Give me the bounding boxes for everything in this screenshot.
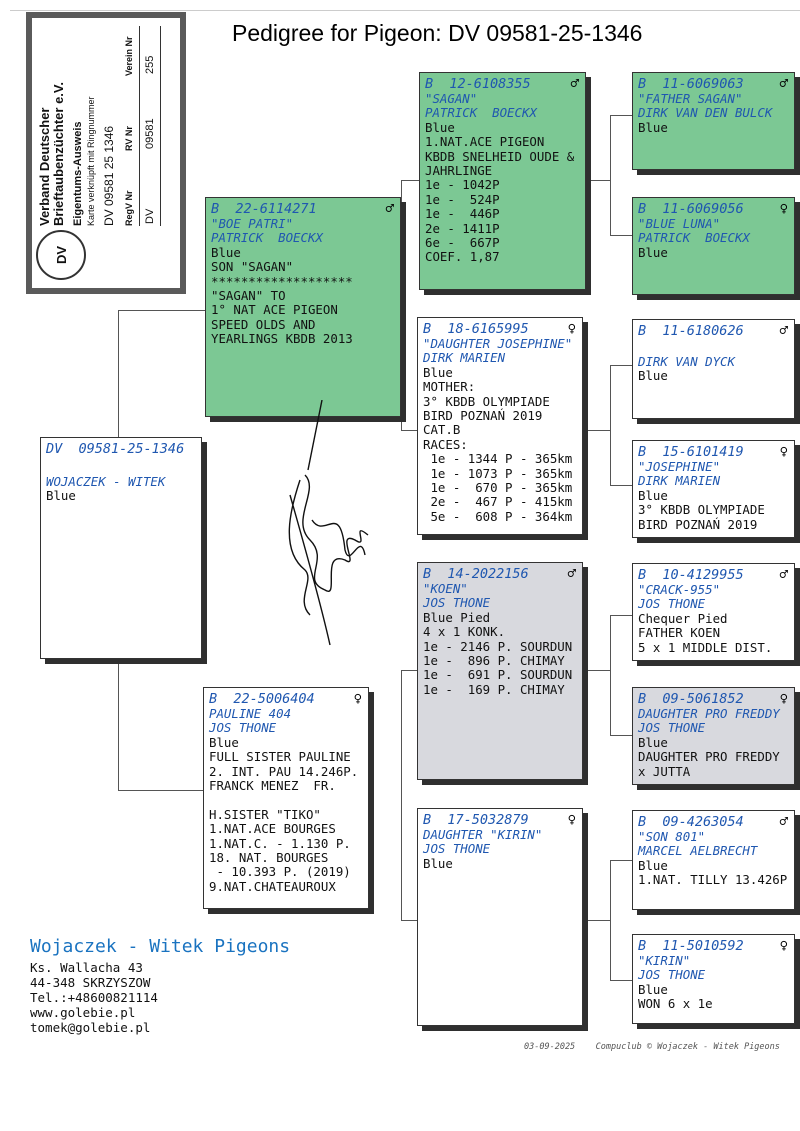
pigeon-notes: WON 6 x 1e — [638, 996, 713, 1012]
pigeon-name: PAULINE 404 — [209, 706, 292, 721]
pigeon-name: DAUGHTER "KIRIN" — [423, 827, 543, 842]
female-icon: ♀ — [353, 691, 362, 707]
pigeon-name: "SON 801" — [638, 829, 706, 844]
pigeon-color: Blue — [425, 119, 455, 135]
breeder-address-line2: 44-348 SKRZYSZOW — [30, 975, 151, 990]
male-icon: ♂ — [779, 323, 788, 339]
pigeon-name: "DAUGHTER JOSEPHINE" — [423, 336, 573, 351]
breeder-name: JOS THONE — [423, 595, 491, 611]
pigeon-name: "CRACK-955" — [638, 582, 721, 597]
page-title: Pedigree for Pigeon: DV 09581-25-1346 — [232, 20, 643, 46]
breeder-name: JOS THONE — [209, 720, 277, 736]
connector-line — [401, 180, 421, 181]
pigeon-color: Blue — [638, 244, 668, 260]
breeder-loft-name: Wojaczek - Witek Pigeons — [30, 936, 291, 957]
male-icon: ♂ — [779, 814, 788, 830]
breeder-name: DIRK MARIEN — [423, 350, 506, 366]
breeder-phone: Tel.:+48600821114 — [30, 990, 158, 1005]
pigeon-color: Blue — [209, 734, 239, 750]
pigeon-color: Blue — [638, 119, 668, 135]
female-icon: ♀ — [779, 691, 788, 707]
connector-line — [610, 235, 632, 236]
connector-line — [585, 430, 611, 431]
pigeon-name: "KIRIN" — [638, 953, 691, 968]
breeder-name: JOS THONE — [638, 967, 706, 983]
stamp-value-verein: 255 — [144, 55, 156, 74]
connector-line — [610, 735, 632, 736]
female-icon: ♀ — [779, 444, 788, 460]
footer — [524, 1042, 780, 1052]
pigeon-notes: 3° KBDB OLYMPIADE BIRD POZNAŃ 2019 — [638, 502, 765, 532]
stamp-document-title: Eigentums-Ausweis — [72, 121, 84, 226]
pigeon-notes: 4 x 1 KONK. 1e - 2146 P. SOURDUN 1e - 896 P. CHIMAY 1e - 691 P. SOURDUN 1e - 169 P. CHIMAY — [423, 624, 573, 697]
male-icon: ♂ — [779, 567, 788, 583]
female-icon: ♀ — [567, 812, 576, 828]
pigeon-notes: FULL SISTER PAULINE 2. INT. PAU 14.246P. FRANCK MENEZ FR. H.SISTER "TIKO" 1.NAT.ACE BOURGES 1.NAT.C. - 1.130 P. 18. NAT. BOURGES - 10.393 P. (2019) 9.NAT.CHATEAUROUX — [209, 749, 359, 894]
pigeon-notes: SON "SAGAN" ******************* "SAGAN" TO 1° NAT ACE PIGEON SPEED OLDS AND YEARLINGS KBDB 2013 — [211, 259, 353, 347]
breeder-name: JOS THONE — [638, 596, 706, 612]
dam-card[interactable]: B 22-5006404 ♀ PAULINE 404 JOS THONE Blue FULL SISTER PAULINE 2. INT. PAU 14.246P. FRANCK MENEZ FR. H.SISTER "TIKO" 1.NAT.ACE BOURGES 1.NAT.C. - 1.130 P. 18. NAT. BOURGES - 10.393 P. (2019) 9.NAT.CHATEAUROUX — [203, 687, 369, 909]
pigeon-name: DAUGHTER PRO FREDDY — [638, 706, 780, 721]
sss-card[interactable]: B 11-6069063 ♂ "FATHER SAGAN" DIRK VAN DEN BULCK Blue — [632, 72, 795, 170]
breeder-name: PATRICK BOECKX — [638, 230, 750, 246]
connector-line — [401, 180, 402, 430]
stamp-field-rv: RV Nr — [124, 126, 134, 151]
female-icon: ♀ — [567, 321, 576, 337]
pigeon-notes: 1.NAT.ACE PIGEON KBDB SNELHEID OUDE & JAHRLINGE 1e - 1042P 1e - 524P 1e - 446P 2e - 1411P 6e - 667P COEF. 1,87 — [425, 134, 575, 265]
connector-line — [610, 365, 611, 485]
pigeon-name: "BOE PATRI" — [211, 216, 294, 231]
male-icon: ♂ — [779, 76, 788, 92]
breeder-name: DIRK VAN DYCK — [638, 354, 735, 369]
connector-line — [118, 790, 204, 791]
ddd-card[interactable]: B 11-5010592 ♀ "KIRIN" JOS THONE Blue WON 6 x 1e — [632, 934, 795, 1024]
pigeon-notes: 1.NAT. TILLY 13.426P — [638, 872, 788, 888]
breeder-name: DIRK MARIEN — [638, 473, 721, 489]
connector-line — [610, 115, 632, 116]
connector-line — [118, 660, 119, 790]
breeder-name: MARCEL AELBRECHT — [638, 843, 758, 859]
pigeon-color: Blue Pied — [423, 609, 491, 625]
dam-dam-card[interactable]: B 17-5032879 ♀ DAUGHTER "KIRIN" JOS THONE Blue — [417, 808, 583, 1026]
stamp-value-rv: 09581 — [144, 118, 156, 149]
pigeon-color: Chequer Pied — [638, 610, 728, 626]
connector-line — [610, 615, 632, 616]
connector-line — [118, 310, 206, 311]
dam-sire-card[interactable]: B 14-2022156 ♂ "KOEN" JOS THONE Blue Pied 4 x 1 KONK. 1e - 2146 P. SOURDUN 1e - 896 P. CHIMAY 1e - 691 P. SOURDUN 1e - 169 P. CHIMAY — [417, 562, 583, 780]
pigeon-notes: MOTHER: 3° KBDB OLYMPIADE BIRD POZNAŃ 2019 CAT.B RACES: 1e - 1344 P - 365km 1e - 1073 P - 365km 1e - 670 P - 365km 2e - 467 P - 415km 5e - 608 P - 364km — [423, 379, 573, 524]
subject-pigeon-card[interactable]: DV 09581-25-1346 WOJACZEK - WITEK Blue — [40, 437, 202, 659]
dss-card[interactable]: B 10-4129955 ♂ "CRACK-955" JOS THONE Chequer Pied FATHER KOEN 5 x 1 MIDDLE DIST. — [632, 563, 795, 661]
sds-card[interactable]: B 11-6180626 ♂ DIRK VAN DYCK Blue — [632, 319, 795, 419]
pigeon-color: Blue — [638, 857, 668, 873]
stamp-ring-number: DV 09581 25 1346 — [102, 125, 116, 226]
pigeon-notes: FATHER KOEN 5 x 1 MIDDLE DIST. — [638, 625, 773, 655]
pigeon-color: Blue — [423, 855, 453, 871]
pigeon-color: Blue — [211, 244, 241, 260]
connector-line — [401, 670, 402, 920]
connector-line — [118, 310, 119, 438]
male-icon: ♂ — [570, 76, 579, 92]
dsd-card[interactable]: B 09-5061852 ♀ DAUGHTER PRO FREDDY JOS THONE Blue DAUGHTER PRO FREDDY x JUTTA — [632, 687, 795, 785]
connector-line — [610, 115, 611, 235]
handwritten-signature — [250, 400, 380, 650]
sire-sire-card[interactable]: B 12-6108355 ♂ "SAGAN" PATRICK BOECKX Blue 1.NAT.ACE PIGEON KBDB SNELHEID OUDE & JAHRLINGE 1e - 1042P 1e - 524P 1e - 446P 2e - 1411P 6e - 667P COEF. 1,87 — [419, 72, 586, 290]
breeder-name: PATRICK BOECKX — [425, 105, 537, 121]
female-icon: ♀ — [779, 938, 788, 954]
pigeon-color: Blue — [423, 364, 453, 380]
pigeon-name: "BLUE LUNA" — [638, 216, 721, 231]
breeder-name: WOJACZEK - WITEK — [46, 474, 166, 489]
female-icon: ♀ — [779, 201, 788, 217]
ssd-card[interactable]: B 11-6069056 ♀ "BLUE LUNA" PATRICK BOECKX Blue — [632, 197, 795, 295]
stamp-subtitle: Karte verknüpft mit Ringnummer — [86, 96, 96, 226]
top-rule — [10, 10, 800, 11]
breeder-name: JOS THONE — [423, 841, 491, 857]
breeder-name: PATRICK BOECKX — [211, 230, 323, 246]
footer-software: Compuclub © Wojaczek - Witek Pigeons — [595, 1042, 780, 1052]
male-icon: ♂ — [385, 201, 394, 217]
breeder-website-link[interactable]: www.golebie.pl — [30, 1005, 136, 1020]
connector-line — [587, 180, 611, 181]
male-icon: ♂ — [567, 566, 576, 582]
stamp-field-regv: RegV Nr — [124, 190, 134, 226]
pigeon-name: "KOEN" — [423, 581, 468, 596]
connector-line — [585, 670, 611, 671]
stamp-value-regv: DV — [144, 208, 156, 224]
sire-dam-card[interactable]: B 18-6165995 ♀ "DAUGHTER JOSEPHINE" DIRK MARIEN Blue MOTHER: 3° KBDB OLYMPIADE BIRD POZNAŃ 2019 CAT.B RACES: 1e - 1344 P - 365km 1e - 1073 P - 365km 1e - 670 P - 365km 2e - 467 P - 415km 5e - 608 P - 364km — [417, 317, 583, 535]
sdd-card[interactable]: B 15-6101419 ♀ "JOSEPHINE" DIRK MARIEN Blue 3° KBDB OLYMPIADE BIRD POZNAŃ 2019 — [632, 440, 795, 538]
connector-line — [610, 860, 632, 861]
ownership-card-stamp — [26, 12, 186, 294]
pigeon-name: "FATHER SAGAN" — [638, 91, 743, 106]
connector-line — [585, 920, 611, 921]
pigeon-color: Blue — [638, 368, 668, 384]
pigeon-color: Blue — [46, 488, 76, 504]
pigeon-name: "SAGAN" — [425, 91, 478, 106]
stamp-organization: Verband Deutscher Brieftaubenzüchter e.V. — [37, 81, 66, 226]
connector-line — [610, 365, 632, 366]
vdb-logo-icon: DV — [36, 230, 86, 280]
pigeon-color: Blue — [638, 734, 668, 750]
connector-line — [610, 485, 632, 486]
breeder-email-link[interactable]: tomek@golebie.pl — [30, 1020, 151, 1035]
pigeon-color: Blue — [638, 487, 668, 503]
sire-card[interactable]: B 22-6114271 ♂ "BOE PATRI" PATRICK BOECKX Blue SON "SAGAN" ******************* "SAGAN" TO 1° NAT ACE PIGEON SPEED OLDS AND YEARLINGS KBDB 2013 — [205, 197, 401, 417]
breeder-name: DIRK VAN DEN BULCK — [638, 105, 773, 121]
stamp-field-verein: Verein Nr — [124, 36, 134, 76]
connector-line — [610, 980, 632, 981]
footer-date: 03-09-2025 — [524, 1042, 576, 1052]
dds-card[interactable]: B 09-4263054 ♂ "SON 801" MARCEL AELBRECHT Blue 1.NAT. TILLY 13.426P — [632, 810, 795, 910]
breeder-address-line1: Ks. Wallacha 43 — [30, 960, 143, 975]
connector-line — [610, 615, 611, 735]
pigeon-color: Blue — [638, 981, 668, 997]
pigeon-name: "JOSEPHINE" — [638, 459, 721, 474]
breeder-info — [30, 936, 290, 1035]
breeder-name: JOS THONE — [638, 720, 706, 736]
pigeon-notes: DAUGHTER PRO FREDDY x JUTTA — [638, 749, 780, 779]
